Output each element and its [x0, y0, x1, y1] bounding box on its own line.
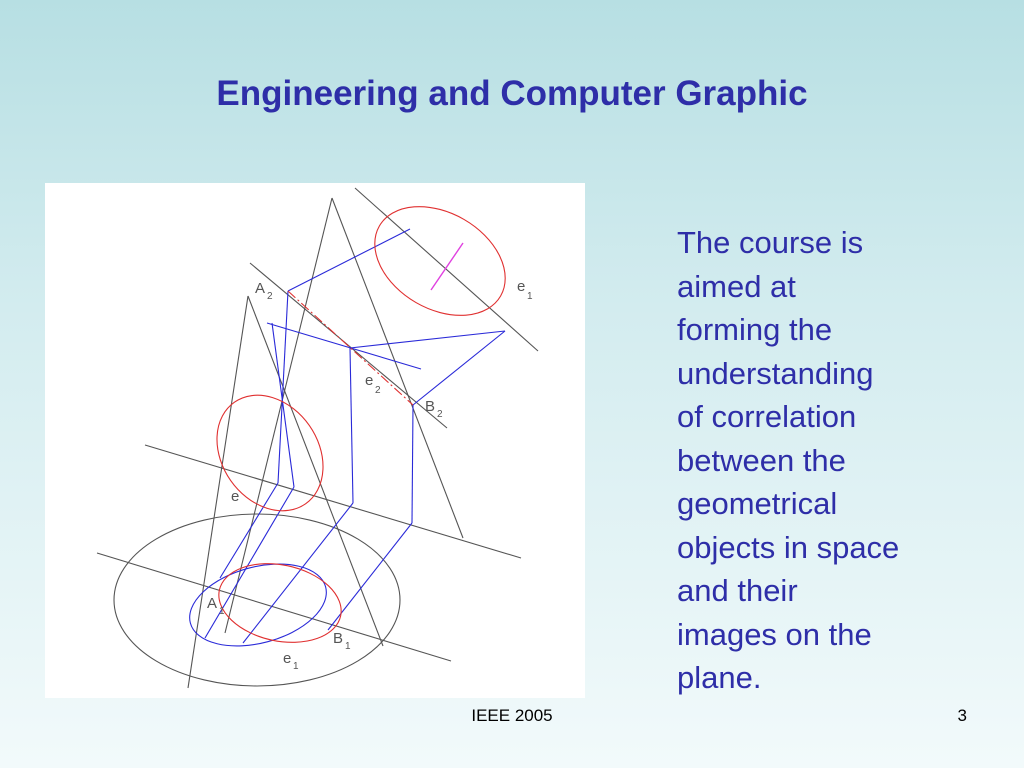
- cylinder-axis: [431, 243, 463, 290]
- label-e1-sub: 1: [293, 661, 299, 672]
- lower-cone: [97, 296, 521, 688]
- label-b1-sub: 1: [345, 641, 351, 652]
- label-a1-sub: 1: [219, 606, 225, 617]
- projection-drawing: [45, 183, 585, 698]
- label-e2-sub: 2: [375, 385, 381, 396]
- label-b1: B: [333, 630, 344, 647]
- slide-title: Engineering and Computer Graphic: [216, 74, 808, 113]
- label-a2-sub: 2: [267, 291, 273, 302]
- label-a2: A: [255, 280, 266, 297]
- label-e2: e: [365, 372, 374, 389]
- label-b2: B: [425, 398, 436, 415]
- upper-cone: [225, 188, 538, 633]
- projection-lines: [181, 229, 505, 660]
- slide-body-text: The course is aimed at forming the understanding of correlation between the geometrical objects in space and their images on the plane.: [677, 225, 900, 695]
- page-number: 3: [957, 706, 967, 725]
- label-b2-sub: 2: [437, 409, 443, 420]
- geometry-figure: [45, 183, 585, 698]
- footer-label: IEEE 2005: [471, 706, 553, 725]
- label-e1: e: [283, 650, 292, 667]
- label-e1-top: e: [517, 278, 526, 295]
- label-e1-top-sub: 1: [527, 291, 533, 302]
- label-e: e: [231, 488, 240, 505]
- label-a1: A: [207, 595, 218, 612]
